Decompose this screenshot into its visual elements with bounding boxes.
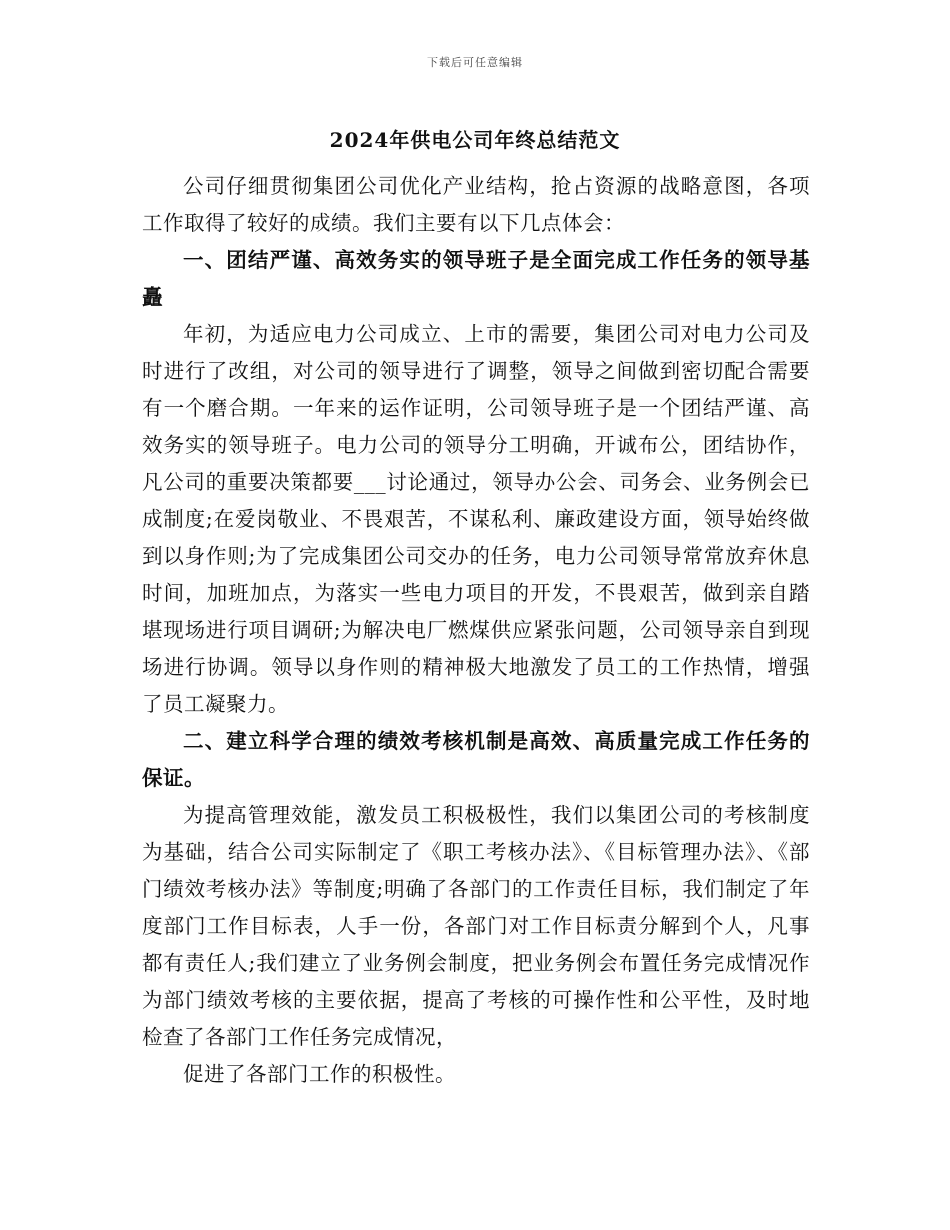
intro-paragraph: 公司仔细贯彻集团公司优化产业结构，抢占资源的战略意图，各项工作取得了较好的成绩。我们主要有以下几点体会：: [142, 174, 810, 235]
header-note: 下载后可任意编辑: [427, 56, 523, 69]
section-2-closing-paragraph: 促进了各部门工作的积极性。: [183, 1062, 456, 1086]
document-body: [142, 168, 810, 1093]
section-heading-1: 一、团结严谨、高效务实的领导班子是全面完成工作任务的领导基矗: [142, 248, 810, 309]
section-2-paragraph: 为提高管理效能，激发员工积极极性，我们以集团公司的考核制度为基础，结合公司实际制定了《职工考核办法》、《目标管理办法》、《部门绩效考核办法》等制度;明确了各部门的工作责任目标，我们制定了年度部门工作目标表，人手一份，各部门对工作目标责分解到个人，凡事都有责任人;我们建立了业务例会制度，把业务例会布置任务完成情况作为部门绩效考核的主要依据，提高了考核的可操作性和公平性，及时地检查了各部门工作任务完成情况，: [142, 803, 810, 1049]
section-heading-2: 二、建立科学合理的绩效考核机制是高效、高质量完成工作任务的保证。: [142, 729, 810, 790]
section-1-paragraph: 年初，为适应电力公司成立、上市的需要，集团公司对电力公司及时进行了改组，对公司的领导进行了调整，领导之间做到密切配合需要有一个磨合期。一年来的运作证明，公司领导班子是一个团结严谨、高效务实的领导班子。电力公司的领导分工明确，开诚布公，团结协作，凡公司的重要决策都要___讨论通过，领导办公会、司务会、业务例会已成制度;在爱岗敬业、不畏艰苦，不谋私利、廉政建设方面，领导始终做到以身作则;为了完成集团公司交办的任务，电力公司领导常常放弃休息时间，加班加点，为落实一些电力项目的开发，不畏艰苦，做到亲自踏堪现场进行项目调研;为解决电厂燃煤供应紧张问题，公司领导亲自到现场进行协调。领导以身作则的精神极大地激发了员工的工作热情，增强了员工凝聚力。: [142, 322, 810, 716]
document-title: 2024年供电公司年终总结范文: [329, 128, 621, 152]
